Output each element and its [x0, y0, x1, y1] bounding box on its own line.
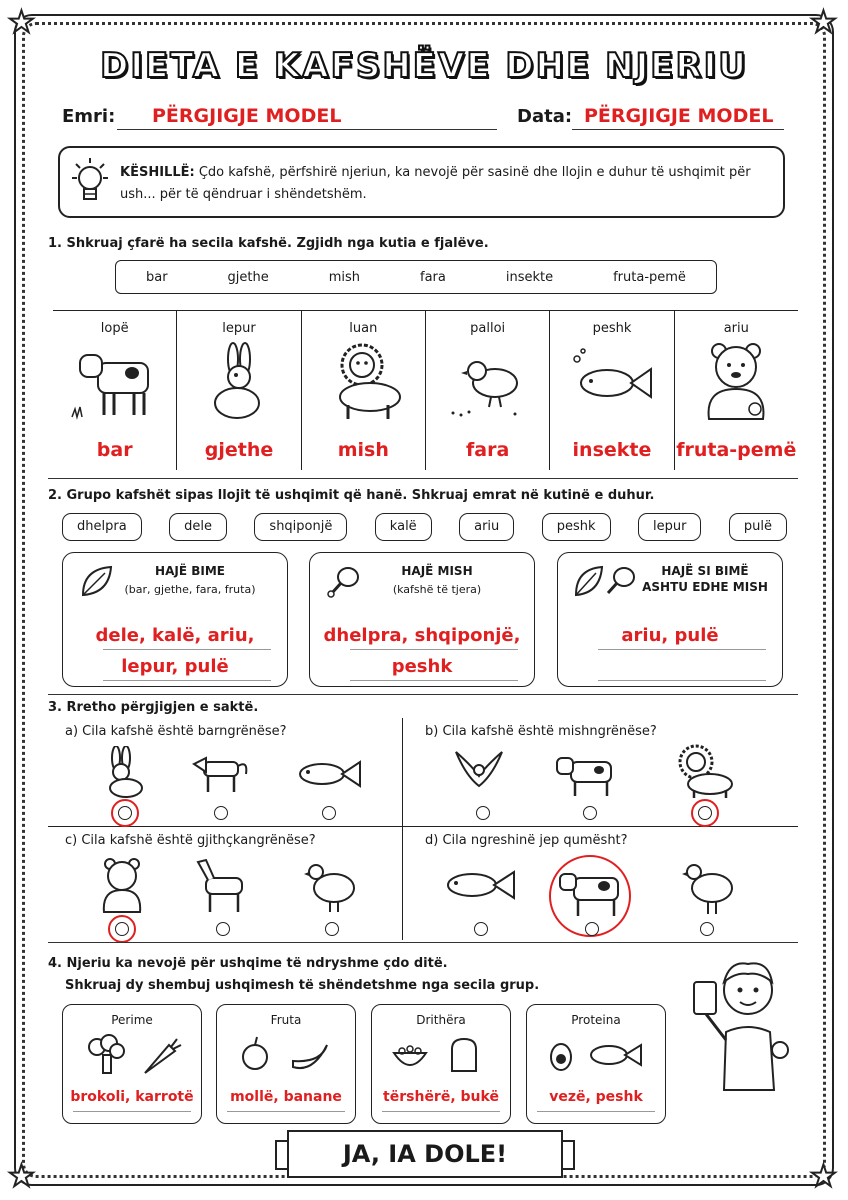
name-date-row — [62, 104, 787, 132]
divider — [48, 478, 798, 479]
tip-box — [58, 146, 785, 218]
star-icon: ★ — [810, 5, 837, 40]
animal-answer: fara — [466, 439, 510, 461]
write-line — [350, 680, 518, 681]
animal-answer: bar — [96, 439, 133, 461]
lion-icon — [318, 341, 408, 421]
grid-divider — [402, 718, 403, 940]
fish-icon — [444, 866, 516, 904]
answer-radio[interactable] — [583, 806, 597, 820]
banner-text: JA, IA DOLE! — [287, 1130, 563, 1178]
wolf-icon — [190, 750, 250, 794]
answer-radio[interactable] — [585, 922, 599, 936]
cow-icon — [553, 750, 617, 798]
answer-radio[interactable] — [325, 922, 339, 936]
divider — [48, 694, 798, 695]
star-icon: ★ — [8, 1159, 35, 1194]
animal-chips — [62, 513, 787, 541]
food-group-fruits — [216, 1004, 356, 1124]
divider — [48, 942, 798, 943]
food-answer: brokoli, karrotë — [70, 1089, 194, 1105]
animal-answer: fruta-pemë — [676, 439, 797, 461]
chip: dele — [169, 513, 227, 541]
word-bank-item: fara — [420, 269, 446, 285]
eagle-icon — [452, 746, 506, 798]
question-3: 3. Rretho përgjigjen e saktë. — [48, 700, 259, 715]
boy-illustration — [690, 952, 800, 1092]
egg-fish-icon — [547, 1033, 647, 1077]
date-label: Data: — [517, 106, 573, 127]
category-title: HAJË BIME — [155, 564, 225, 578]
cow-icon — [70, 341, 160, 421]
chip: pulë — [729, 513, 787, 541]
bird-icon — [443, 341, 533, 421]
food-answer: vezë, peshk — [549, 1089, 643, 1105]
bear-icon — [691, 341, 781, 421]
worksheet-title: DIETA E KAFSHËVE DHE NJERIU — [100, 46, 748, 86]
category-answer: dhelpra, shqiponjë, — [323, 625, 521, 646]
animal-answer: mish — [337, 439, 389, 461]
word-bank-item: bar — [145, 269, 168, 285]
write-line — [227, 1111, 345, 1112]
category-answer: dele, kalë, ariu, — [95, 625, 255, 646]
animal-answer: insekte — [572, 439, 652, 461]
leaf-and-meat-icon — [574, 563, 638, 599]
chicken-icon — [302, 856, 362, 914]
selected-answer-circle — [108, 915, 136, 943]
write-line — [73, 1111, 191, 1112]
write-line — [598, 649, 766, 650]
banner — [275, 1130, 575, 1178]
question-4-line2: Shkruaj dy shembuj ushqimesh të shëndetshme nga secila grup. — [65, 978, 540, 993]
food-group-proteins — [526, 1004, 666, 1124]
cow-icon — [556, 866, 624, 918]
category-carnivore — [309, 552, 535, 687]
apple-banana-icon — [237, 1033, 337, 1077]
write-line — [103, 649, 271, 650]
category-answer: ariu, pulë — [621, 625, 719, 646]
category-title: HAJË MISH — [401, 564, 473, 578]
rabbit-icon — [199, 341, 279, 421]
question-4-line1: 4. Njeriu ka nevojë për ushqime të ndryshme çdo ditë. — [48, 956, 448, 971]
grid-divider — [48, 826, 798, 827]
star-icon: ★ — [8, 5, 35, 40]
food-group-title: Fruta — [270, 1013, 302, 1027]
rabbit-icon — [100, 746, 148, 798]
answer-radio[interactable] — [322, 806, 336, 820]
category-subtitle: (kafshë të tjera) — [392, 583, 482, 596]
name-value: PËRGJIGJE MODEL — [152, 105, 342, 127]
food-group-grains — [371, 1004, 511, 1124]
chip: lepur — [638, 513, 701, 541]
horse-icon — [190, 856, 250, 914]
name-label: Emri: — [62, 106, 116, 127]
animal-card-bird — [425, 310, 549, 470]
chip: shqiponjë — [254, 513, 347, 541]
star-icon: ★ — [810, 1159, 837, 1194]
category-herbivore — [62, 552, 288, 687]
animal-name: lopë — [100, 321, 129, 336]
animal-name: lepur — [222, 321, 256, 336]
answer-radio[interactable] — [214, 806, 228, 820]
animal-card-rabbit — [176, 310, 300, 470]
animal-name: peshk — [592, 321, 632, 336]
animal-grid — [53, 310, 798, 470]
category-answer: lepur, pulë — [121, 656, 229, 677]
category-answer: peshk — [391, 656, 453, 677]
word-bank-item: gjethe — [227, 269, 269, 285]
selected-answer-circle — [691, 799, 719, 827]
lightbulb-icon — [68, 156, 112, 212]
write-line — [537, 1111, 655, 1112]
fish-icon — [567, 341, 657, 421]
date-value: PËRGJIGJE MODEL — [584, 105, 774, 127]
chicken-icon — [680, 856, 740, 916]
write-line — [598, 680, 766, 681]
animal-answer: gjethe — [204, 439, 274, 461]
word-bank-item: insekte — [505, 269, 554, 285]
food-group-vegetables — [62, 1004, 202, 1124]
animal-name: palloi — [470, 321, 506, 336]
chip: ariu — [459, 513, 514, 541]
answer-radio[interactable] — [700, 922, 714, 936]
answer-radio[interactable] — [476, 806, 490, 820]
selected-answer-circle — [111, 799, 139, 827]
write-line — [382, 1111, 500, 1112]
category-omnivore — [557, 552, 783, 687]
question-2: 2. Grupo kafshët sipas llojit të ushqimit që hanë. Shkruaj emrat në kutinë e duhur. — [48, 488, 655, 503]
category-title: HAJË SI BIMË ASHTU EDHE MISH — [642, 564, 768, 594]
subquestion-b: b) Cila kafshë është mishngrënëse? — [425, 724, 657, 739]
answer-radio[interactable] — [216, 922, 230, 936]
word-bank — [115, 260, 717, 294]
chip: dhelpra — [62, 513, 142, 541]
lion-icon — [672, 742, 736, 800]
animal-card-cow — [53, 310, 176, 470]
food-group-title: Drithëra — [416, 1013, 466, 1027]
fish-icon — [296, 756, 362, 792]
bear-icon — [96, 856, 148, 914]
animal-card-lion — [301, 310, 425, 470]
chip: peshk — [542, 513, 611, 541]
subquestion-d: d) Cila ngreshinë jep qumësht? — [425, 833, 628, 848]
word-bank-item: mish — [328, 269, 361, 285]
question-1: 1. Shkruaj çfarë ha secila kafshë. Zgjidh nga kutia e fjalëve. — [48, 236, 489, 251]
subquestion-a: a) Cila kafshë është barngrënëse? — [65, 724, 287, 739]
animal-card-fish — [549, 310, 673, 470]
food-group-title: Perime — [111, 1013, 153, 1027]
category-subtitle: (bar, gjethe, fara, fruta) — [124, 583, 256, 596]
subquestion-c: c) Cila kafshë është gjithçkangrënëse? — [65, 833, 316, 848]
food-group-title: Proteina — [571, 1013, 621, 1027]
food-answer: tërshërë, bukë — [383, 1089, 499, 1105]
answer-radio[interactable] — [474, 922, 488, 936]
tip-label: KËSHILLË: — [120, 165, 195, 180]
write-line — [350, 649, 518, 650]
animal-card-bear — [674, 310, 798, 470]
oats-bread-icon — [392, 1033, 492, 1077]
chip: kalë — [375, 513, 432, 541]
food-answer: mollë, banane — [230, 1089, 342, 1105]
tip-text — [120, 162, 760, 206]
animal-name: luan — [349, 321, 378, 336]
animal-name: ariu — [723, 321, 749, 336]
broccoli-carrot-icon — [83, 1033, 183, 1077]
tip-body: Çdo kafshë, përfshirë njeriun, ka nevojë për sasinë dhe llojin e duhur të ushqimit për ush... për të qëndruar i shëndetshëm. — [120, 165, 751, 202]
word-bank-item: fruta-pemë — [613, 269, 686, 285]
write-line — [103, 680, 271, 681]
